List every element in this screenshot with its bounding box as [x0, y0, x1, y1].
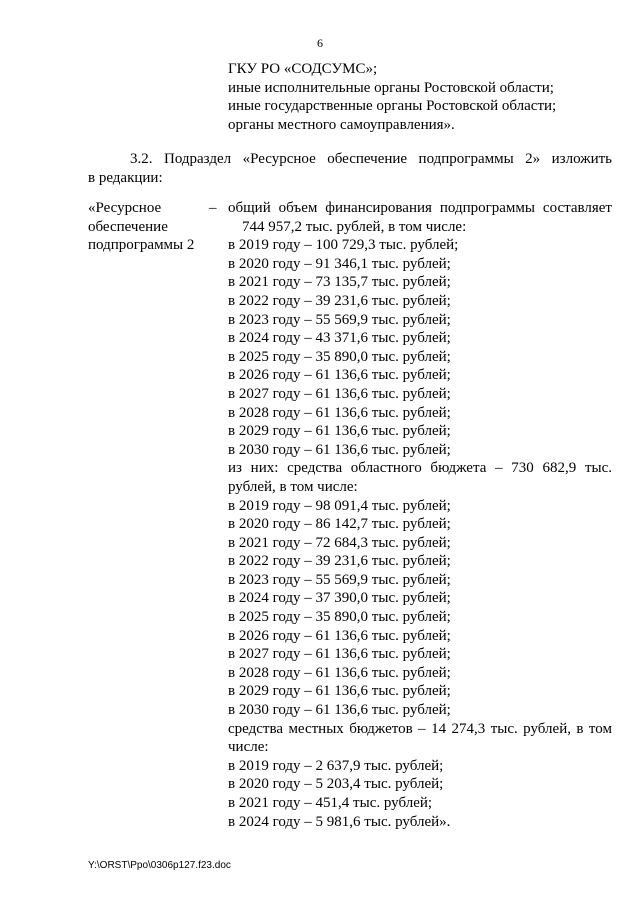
local-funding-line: числе: [228, 739, 269, 756]
year-funding-line: в 2024 году – 5 981,6 тыс. рублей». [228, 813, 451, 830]
intro-line: ГКУ РО «СОДСУМС»; [228, 61, 378, 77]
regional-funding-line: из них: средства областного бюджета – 730 682,9 тыс. [228, 460, 612, 477]
intro-line: органы местного самоуправления». [228, 116, 455, 133]
year-funding-line: в 2027 году – 61 136,6 тыс. рублей; [228, 646, 451, 663]
local-funding-line: средства местных бюджетов – 14 274,3 тыс. рублей, в том [228, 720, 612, 737]
year-funding-line: в 2024 году – 37 390,0 тыс. рублей; [228, 590, 451, 607]
year-funding-line: в 2020 году – 5 203,4 тыс. рублей; [228, 776, 444, 793]
intro-list [228, 60, 556, 134]
dash-separator: – [209, 200, 217, 216]
resource-label [88, 199, 194, 255]
total-years-list [228, 236, 612, 459]
year-funding-line: в 2025 году – 35 890,0 тыс. рублей; [228, 348, 451, 365]
year-funding-line: в 2023 году – 55 569,9 тыс. рублей; [228, 571, 451, 588]
regional-funding-line: рублей, в том числе: [228, 478, 358, 495]
year-funding-line: в 2029 году – 61 136,6 тыс. рублей; [228, 683, 451, 700]
year-funding-line: в 2027 году – 61 136,6 тыс. рублей; [228, 385, 451, 402]
year-funding-line: в 2019 году – 2 637,9 тыс. рублей; [228, 757, 444, 774]
year-funding-line: в 2022 году – 39 231,6 тыс. рублей; [228, 292, 451, 309]
year-funding-line: в 2021 году – 72 684,3 тыс. рублей; [228, 534, 451, 551]
year-funding-line: в 2021 году – 73 135,7 тыс. рублей; [228, 274, 451, 291]
intro-line: иные государственные органы Ростовской области; [228, 98, 557, 115]
year-funding-line: в 2025 году – 35 890,0 тыс. рублей; [228, 609, 451, 626]
label-line: «Ресурсное [88, 200, 162, 216]
year-funding-line: в 2030 году – 61 136,6 тыс. рублей; [228, 441, 451, 458]
file-path-footer: Y:\ORST\Ppo\0306p127.f23.doc [88, 860, 231, 871]
amendment-paragraph [88, 150, 612, 187]
intro-line: иные исполнительные органы Ростовской области; [228, 79, 554, 96]
year-funding-line: в 2030 году – 61 136,6 тыс. рублей; [228, 702, 451, 719]
funding-content [228, 199, 612, 831]
label-line: подпрограммы 2 [88, 237, 195, 254]
local-years-list [228, 757, 612, 831]
year-funding-line: в 2026 году – 61 136,6 тыс. рублей; [228, 367, 451, 384]
year-funding-line: в 2020 году – 91 346,1 тыс. рублей; [228, 255, 451, 272]
total-funding-line: общий объем финансирования подпрограммы составляет [228, 200, 612, 216]
year-funding-line: в 2020 году – 86 142,7 тыс. рублей; [228, 516, 451, 533]
year-funding-line: в 2019 году – 100 729,3 тыс. рублей; [228, 237, 459, 254]
page-number: 6 [317, 36, 323, 50]
year-funding-line: в 2028 году – 61 136,6 тыс. рублей; [228, 404, 451, 421]
paragraph-line: 3.2. Подраздел «Ресурсное обеспечение подпрограммы 2» изложить [130, 151, 612, 167]
year-funding-line: в 2023 году – 55 569,9 тыс. рублей; [228, 311, 451, 328]
label-line: обеспечение [88, 218, 168, 235]
paragraph-line: в редакции: [88, 169, 163, 186]
year-funding-line: в 2029 году – 61 136,6 тыс. рублей; [228, 423, 451, 440]
year-funding-line: в 2024 году – 43 371,6 тыс. рублей; [228, 330, 451, 347]
year-funding-line: в 2022 году – 39 231,6 тыс. рублей; [228, 553, 451, 570]
year-funding-line: в 2021 году – 451,4 тыс. рублей; [228, 795, 433, 811]
year-funding-line: в 2026 году – 61 136,6 тыс. рублей; [228, 627, 451, 644]
total-funding-line: 744 957,2 тыс. рублей, в том числе: [242, 218, 467, 235]
year-funding-line: в 2028 году – 61 136,6 тыс. рублей; [228, 664, 451, 681]
regional-years-list [228, 497, 612, 720]
year-funding-line: в 2019 году – 98 091,4 тыс. рублей; [228, 497, 451, 514]
